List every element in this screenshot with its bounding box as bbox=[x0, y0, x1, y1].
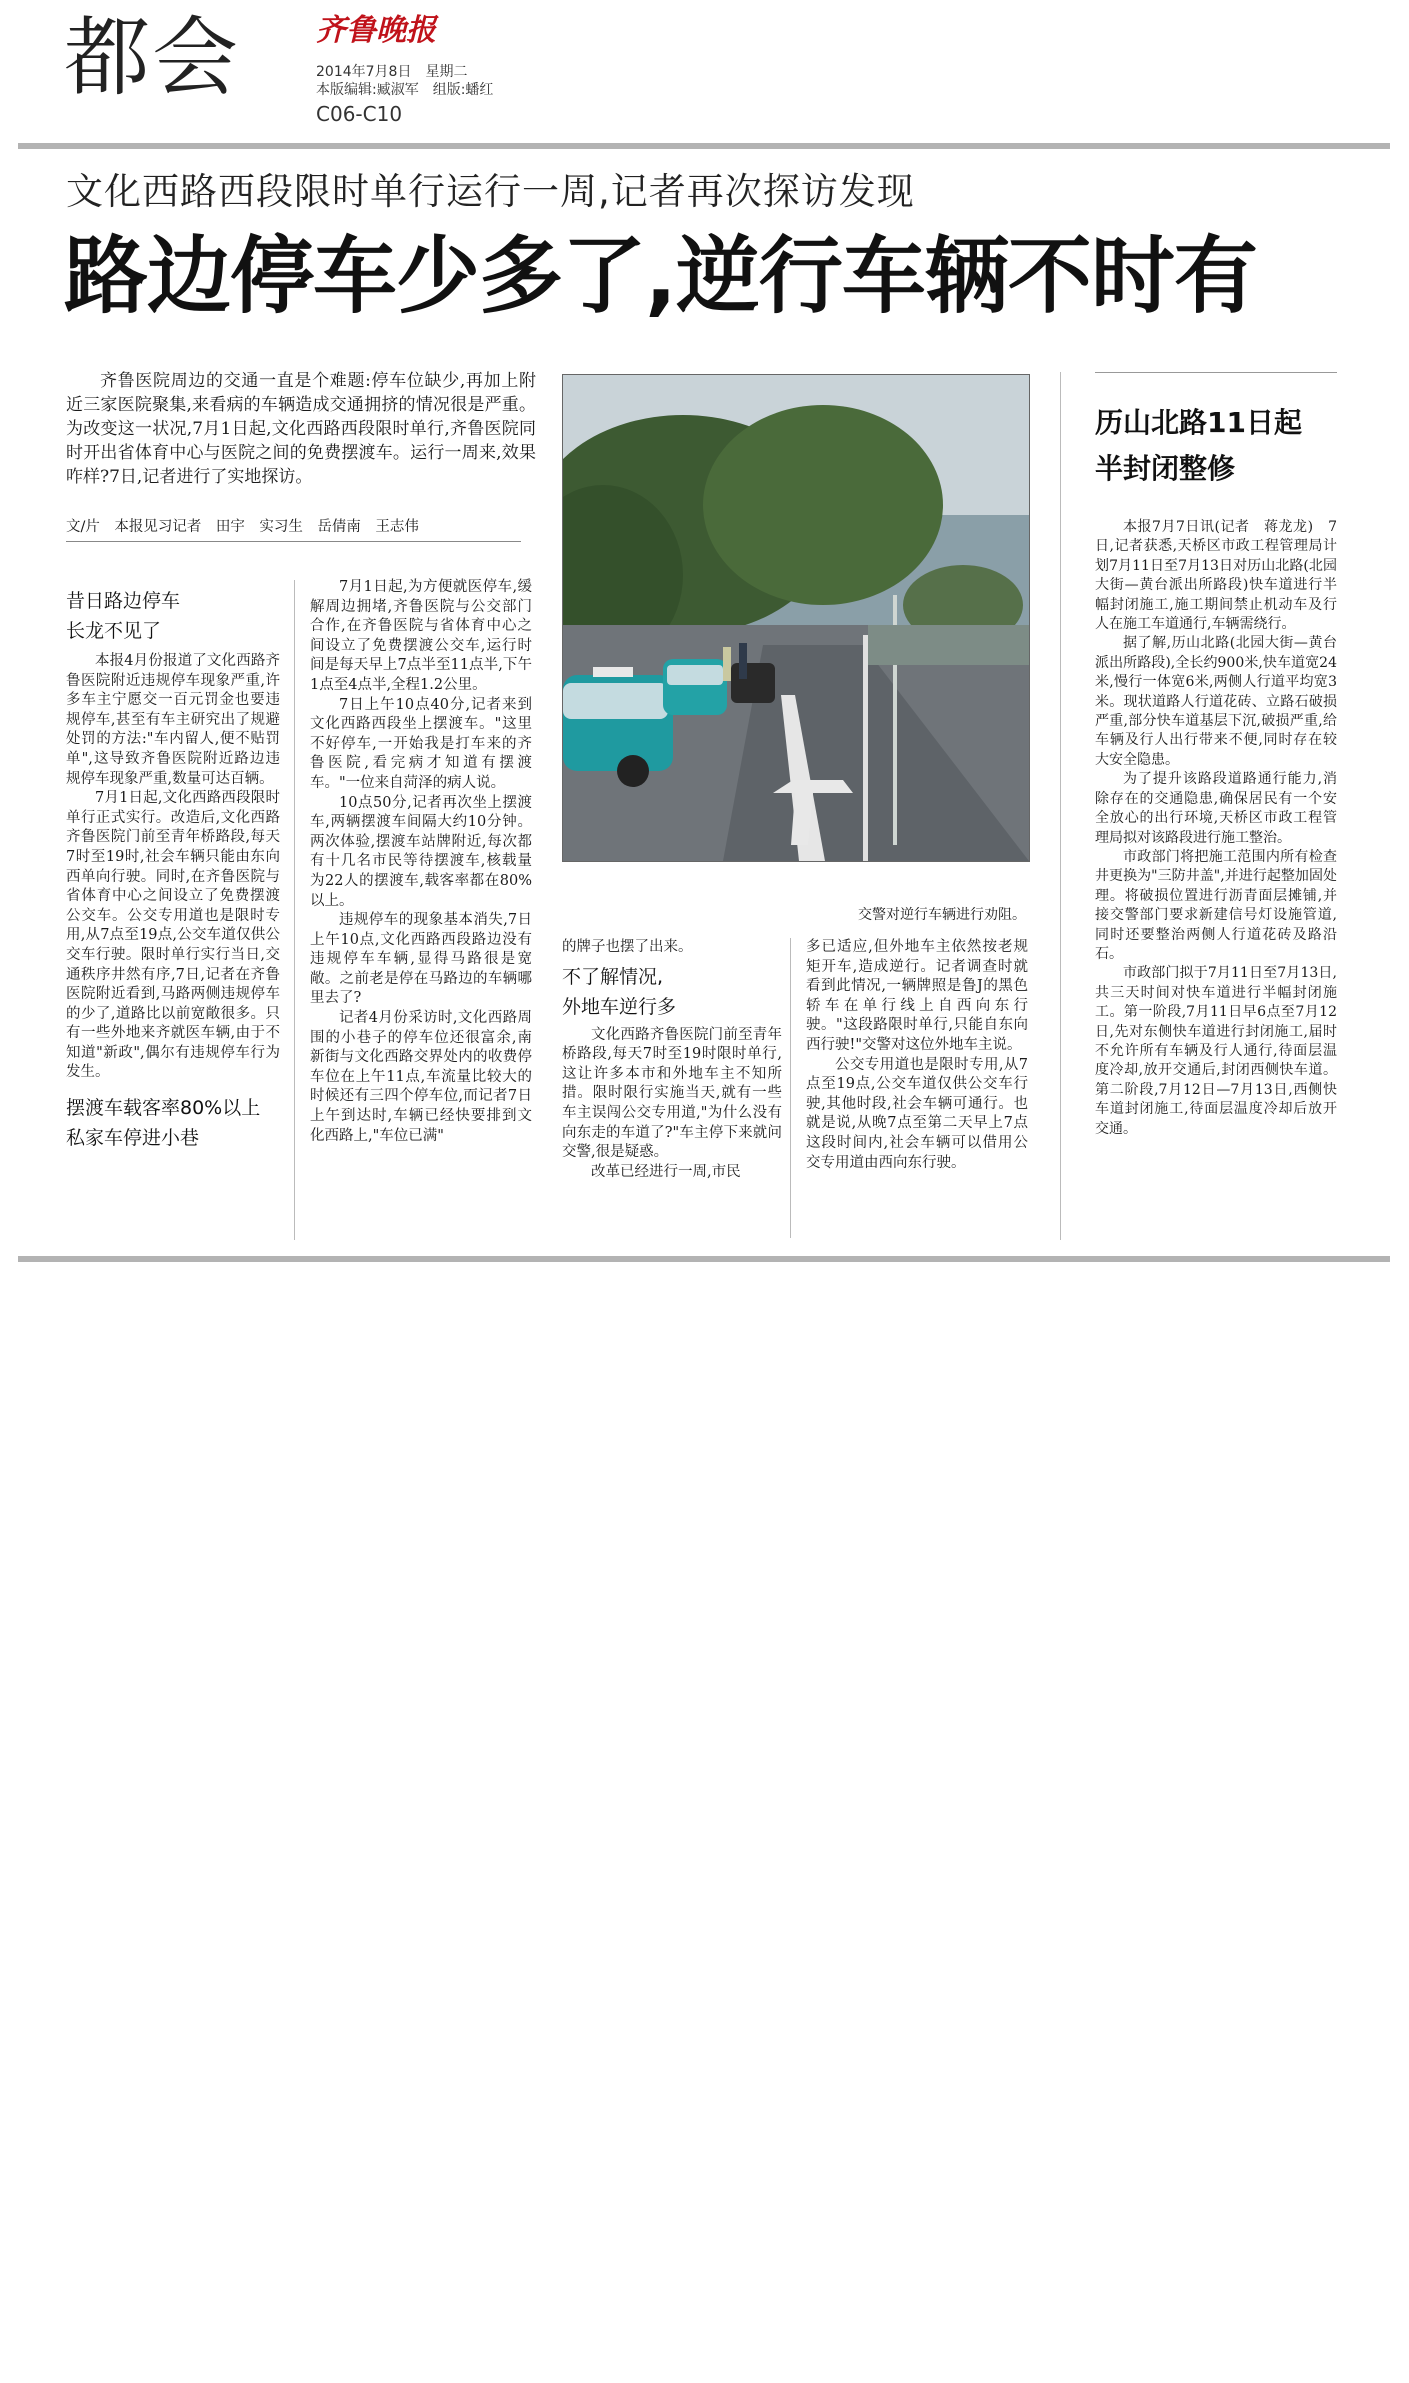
subheading: 摆渡车载客率80%以上 bbox=[66, 1097, 261, 1120]
sidebar-top-rule bbox=[1095, 372, 1337, 373]
subheading: 外地车逆行多 bbox=[562, 995, 677, 1018]
paragraph: 记者4月份采访时,文化西路周围的小巷子的停车位还很富余,南新街与文化西路交界处内的收费停车位在上午11点,车流量比较大的时候还有三四个停车位,而记者7日上午到达时,车辆已经快要排到文化西路上,"车位已满" bbox=[310, 1010, 532, 1144]
editors-line: 本版编辑:臧淑军 组版:蟠红 bbox=[316, 82, 494, 98]
paragraph: 7日上午10点40分,记者来到文化西路西段坐上摆渡车。"这里不好停车,一开始我是打车来的齐鲁医院,看完病才知道有摆渡车。"一位来自菏泽的病人说。 bbox=[310, 696, 532, 791]
paragraph: 文化西路齐鲁医院门前至青年桥路段,每天7时至19时限时单行,这让许多本市和外地车主不知所措。限时限行实施当天,就有一些车主误闯公交专用道,"为什么没有向东走的车道了?"车主停下来就问交警,很是疑惑。 bbox=[562, 1026, 782, 1161]
paragraph: 为了提升该路段道路通行能力,消除存在的交通隐患,确保居民有一个安全放心的出行环境,天桥区市政工程管理局拟对该路段进行施工整治。 bbox=[1095, 771, 1337, 846]
column-rule bbox=[790, 938, 791, 1238]
paragraph: 7月1日起,文化西路西段限时单行正式实行。改造后,文化西路齐鲁医院门前至青年桥路段,每天7时至19时,社会车辆只能由东向西单向行驶。同时,在齐鲁医院与省体育中心之间设立了免费摆渡公交车。公交专用道也是限时专用,从7点至19点,公交车道仅供公交车行驶。限时单行实行当日,交通秩序井然有序,7日,记者在齐鲁医院附近看到,马路两侧违规停车的少了,道路比以前宽敞很多。只有一些外地来齐就医车辆,由于不知道"新政",偶尔有违规停车行为发生。 bbox=[66, 790, 280, 1081]
subheading: 长龙不见了 bbox=[66, 620, 162, 642]
article-byline: 文/片 本报见习记者 田宇 实习生 岳倩南 王志伟 bbox=[66, 517, 521, 542]
paragraph: 7月1日起,为方便就医停车,缓解周边拥堵,齐鲁医院与公交部门合作,在齐鲁医院与省体育中心之间设立了免费摆渡公交车,运行时间是每天早上7点半至11点半,下午1点至4点半,全程1.2公里。 bbox=[310, 579, 532, 693]
article-column-2 bbox=[310, 578, 532, 1146]
paragraph: 改革已经进行一周,市民 bbox=[591, 1163, 741, 1180]
paragraph: 违规停车的现象基本消失,7日上午10点,文化西路西段路边没有违规停车车辆,显得马路很是宽敞。之前老是停在马路边的车辆哪里去了? bbox=[310, 912, 532, 1007]
sidebar-title bbox=[1095, 400, 1335, 492]
subheading: 私家车停进小巷 bbox=[66, 1127, 200, 1150]
paragraph: 市政部门拟于7月11日至7月13日,共三天时间对快车道进行半幅封闭施工。第一阶段,7月11日早6点至7月12日,先对东侧快车道进行封闭施工,届时不允许所有车辆及行人通行,待面层温度冷却,放开交通后,封闭西侧快车道。第二阶段,7月12日—7月13日,西侧快车道封闭施工,待面层温度冷却后放开交通。 bbox=[1095, 965, 1337, 1137]
sidebar-title-line: 半封闭整修 bbox=[1095, 452, 1236, 485]
article-column-4 bbox=[806, 938, 1028, 1173]
article-lead: 齐鲁医院周边的交通一直是个难题:停车位缺少,再加上附近三家医院聚集,来看病的车辆造成交通拥挤的情况很是严重。为改变这一状况,7月1日起,文化西路西段限时单行,齐鲁医院同时开出省体育中心与医院之间的免费摆渡车。运行一周来,效果咋样?7日,记者进行了实地探访。 bbox=[66, 371, 536, 487]
subheading: 不了解情况, bbox=[562, 965, 664, 988]
paragraph: 的牌子也摆了出来。 bbox=[562, 939, 693, 955]
paragraph: 本报7月7日讯(记者 蒋龙龙) 7日,记者获悉,天桥区市政工程管理局计划7月11日至7月13日对历山北路(北园大街—黄台派出所路段)快车道进行半幅封闭施工,施工期间禁止机动车及行人在施工车道通行,车辆需绕行。 bbox=[1095, 519, 1337, 633]
newspaper-logo: 齐鲁晚报 bbox=[316, 13, 436, 48]
paragraph: 公交专用道也是限时专用,从7点至19点,公交车道仅供公交车行驶,其他时段,社会车辆可通行。也就是说,从晚7点至第二天早上7点这段时间内,社会车辆可以借用公交专用道由西向东行驶。 bbox=[806, 1056, 1028, 1171]
paragraph: 多已适应,但外地车主依然按老规矩开车,造成逆行。记者调查时就看到此情况,一辆牌照是鲁J的黑色轿车在单行线上自西向东行驶。"这段路限时单行,只能自东向西行驶!"交警对这位外地车主说。 bbox=[806, 939, 1028, 1053]
article-column-1 bbox=[66, 586, 280, 1153]
subheading: 昔日路边停车 bbox=[66, 590, 181, 612]
paragraph: 据了解,历山北路(北园大街—黄台派出所路段),全长约900米,快车道宽24米,慢行一体宽6米,两侧人行道平均宽3米。现状道路人行道花砖、立路石破损严重,部分快车道基层下沉,破损严重,给车辆及行人出行带来不便,同时存在较大安全隐患。 bbox=[1095, 635, 1337, 768]
paragraph: 本报4月份报道了文化西路齐鲁医院附近违规停车现象严重,许多车主宁愿交一百元罚金也要违规停车,甚至有车主研究出了规避处罚的方法:"车内留人,便不贴罚单",这导致齐鲁医院附近路边违规停车现象严重,数量可达百辆。 bbox=[66, 653, 280, 787]
bottom-divider bbox=[18, 1256, 1390, 1262]
photo-caption: 交警对逆行车辆进行劝阻。 bbox=[858, 907, 1026, 923]
section-title: 都会 bbox=[64, 8, 240, 108]
paragraph: 市政部门将把施工范围内所有检查井更换为"三防井盖",并进行起整加固处理。将破损位置进行沥青面层摊铺,并接交警部门要求新建信号灯设施管道,同时还要整治两侧人行道花砖及路沿石。 bbox=[1095, 848, 1337, 962]
article-headline: 路边停车少多了,逆行车辆不时有 bbox=[64, 227, 1257, 325]
article-column-3 bbox=[562, 938, 782, 1182]
issue-date: 2014年7月8日 星期二 bbox=[316, 64, 468, 80]
paragraph: 10点50分,记者再次坐上摆渡车,两辆摆渡车间隔大约10分钟。两次体验,摆渡车站牌附近,每次都有十几名市民等待摆渡车,核载量为22人的摆渡车,载客率都在80%以上。 bbox=[310, 794, 532, 909]
column-rule bbox=[294, 580, 295, 1240]
sidebar-title-line: 历山北路11日起 bbox=[1095, 406, 1302, 439]
page-range: C06-C10 bbox=[316, 102, 403, 126]
article-subtitle: 文化西路西段限时单行运行一周,记者再次探访发现 bbox=[66, 170, 915, 213]
sidebar-body bbox=[1095, 518, 1337, 1139]
street-photo bbox=[562, 374, 1030, 862]
column-rule bbox=[1060, 372, 1061, 1240]
top-divider bbox=[18, 143, 1390, 149]
